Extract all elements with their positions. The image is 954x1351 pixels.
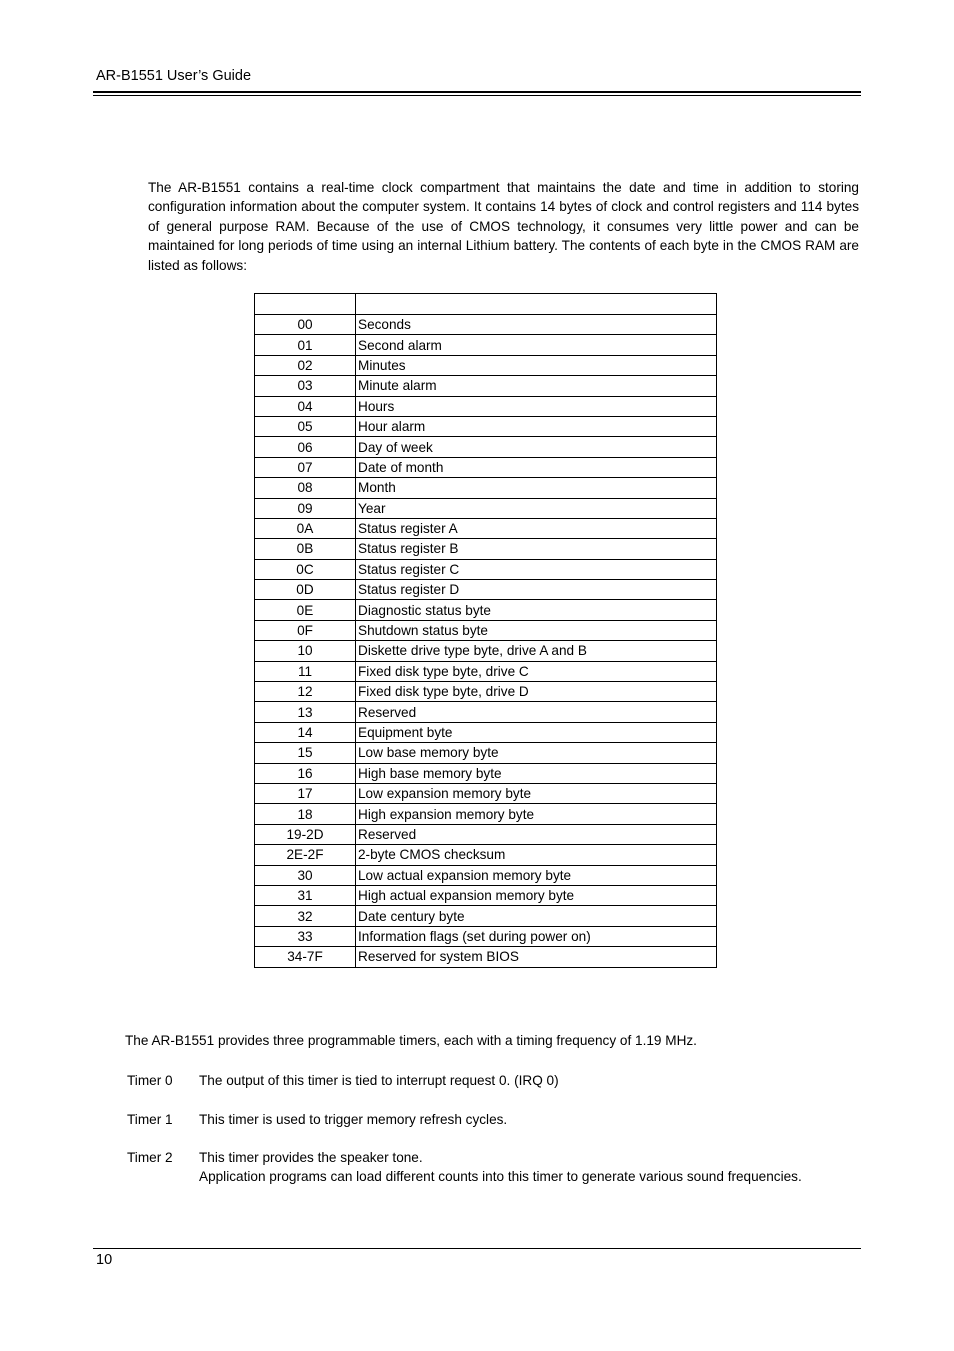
cell-address: 12 [255, 682, 356, 702]
cell-description: Hour alarm [356, 416, 717, 436]
cell-address: 0D [255, 580, 356, 600]
cell-address: 05 [255, 416, 356, 436]
timer-description-line: The output of this timer is tied to interrupt request 0. (IRQ 0) [199, 1073, 559, 1088]
table-row [255, 906, 717, 926]
header-rule [93, 91, 861, 93]
table-row [255, 641, 717, 661]
cell-description: Year [356, 498, 717, 518]
cell-address: 16 [255, 763, 356, 783]
cell-address: 17 [255, 783, 356, 803]
cell-description: Fixed disk type byte, drive D [356, 682, 717, 702]
cell-address: 09 [255, 498, 356, 518]
cell-description: High expansion memory byte [356, 804, 717, 824]
cell-description: Second alarm [356, 335, 717, 355]
cell-description: Low base memory byte [356, 743, 717, 763]
cell-address: 18 [255, 804, 356, 824]
cell-description: Status register B [356, 539, 717, 559]
table-row [255, 885, 717, 905]
page-header-title: AR-B1551 User’s Guide [96, 68, 252, 84]
table-row [255, 478, 717, 498]
intro-paragraph: The AR-B1551 contains a real-time clock compartment that maintains the date and time in addition to storing configuration information about the computer system. It contains 14 bytes of clock and control registers and 114 bytes of general purpose RAM. Because of the use of CMOS technology, it consumes very little power and can be maintained for long periods of time using an internal Lithium battery. The contents of each byte in the CMOS RAM are listed as follows: [148, 180, 859, 273]
table-row [255, 783, 717, 803]
cell-address: 34-7F [255, 947, 356, 967]
cell-description: Equipment byte [356, 722, 717, 742]
table-row [255, 580, 717, 600]
table-row [255, 620, 717, 640]
header-cell-description [356, 294, 717, 315]
cell-address: 07 [255, 457, 356, 477]
cell-address: 2E-2F [255, 845, 356, 865]
cell-description: Low expansion memory byte [356, 783, 717, 803]
table-row [255, 396, 717, 416]
cell-description: Shutdown status byte [356, 620, 717, 640]
cell-description: Month [356, 478, 717, 498]
table-header-row [255, 294, 717, 315]
table-row [255, 559, 717, 579]
table-row [255, 518, 717, 538]
cell-description: Reserved [356, 824, 717, 844]
table-row [255, 539, 717, 559]
cell-address: 10 [255, 641, 356, 661]
cell-address: 0F [255, 620, 356, 640]
timer-description-line: Application programs can load different counts into this timer to generate various sound frequencies. [199, 1169, 802, 1185]
table-row [255, 682, 717, 702]
timer-description-line: This timer is used to trigger memory refresh cycles. [199, 1112, 508, 1127]
table-row [255, 743, 717, 763]
cell-description: Diskette drive type byte, drive A and B [356, 641, 717, 661]
cell-description: Hours [356, 396, 717, 416]
table-row [255, 824, 717, 844]
cell-address: 15 [255, 743, 356, 763]
page-number: 10 [96, 1252, 113, 1268]
cell-address: 0E [255, 600, 356, 620]
header-rule-thin [93, 95, 861, 96]
cell-address: 08 [255, 478, 356, 498]
header-cell-address [255, 294, 356, 315]
table-row [255, 763, 717, 783]
cell-address: 03 [255, 376, 356, 396]
cell-description: Day of week [356, 437, 717, 457]
timer-name: Timer 1 [127, 1112, 173, 1127]
cell-description: Information flags (set during power on) [356, 926, 717, 946]
table-row [255, 457, 717, 477]
footer-rule [93, 1248, 861, 1249]
timer-name: Timer 0 [127, 1073, 173, 1088]
cell-address: 13 [255, 702, 356, 722]
cell-description: Reserved for system BIOS [356, 947, 717, 967]
table-row [255, 600, 717, 620]
cell-address: 30 [255, 865, 356, 885]
cell-address: 02 [255, 355, 356, 375]
cell-description: Status register C [356, 559, 717, 579]
cell-address: 19-2D [255, 824, 356, 844]
cmos-ram-table [254, 293, 717, 968]
table-row [255, 355, 717, 375]
table-row [255, 416, 717, 436]
cell-address: 00 [255, 315, 356, 335]
table-row [255, 376, 717, 396]
cell-address: 01 [255, 335, 356, 355]
table-row [255, 926, 717, 946]
table-row [255, 498, 717, 518]
cell-description: Status register D [356, 580, 717, 600]
table-row [255, 702, 717, 722]
cell-address: 14 [255, 722, 356, 742]
table-row [255, 437, 717, 457]
cell-address: 11 [255, 661, 356, 681]
cell-description: High base memory byte [356, 763, 717, 783]
cell-description: Minute alarm [356, 376, 717, 396]
cell-description: Minutes [356, 355, 717, 375]
cell-address: 31 [255, 885, 356, 905]
table-row [255, 335, 717, 355]
cell-description: Status register A [356, 518, 717, 538]
cell-description: Seconds [356, 315, 717, 335]
cell-description: Diagnostic status byte [356, 600, 717, 620]
cell-description: Fixed disk type byte, drive C [356, 661, 717, 681]
cell-address: 32 [255, 906, 356, 926]
table-row [255, 661, 717, 681]
cell-address: 0B [255, 539, 356, 559]
cell-address: 0A [255, 518, 356, 538]
cell-description: High actual expansion memory byte [356, 885, 717, 905]
cell-description: Low actual expansion memory byte [356, 865, 717, 885]
cell-description: Reserved [356, 702, 717, 722]
cell-description: 2-byte CMOS checksum [356, 845, 717, 865]
table-row [255, 947, 717, 967]
table-row [255, 845, 717, 865]
timer-description [199, 1148, 899, 1187]
table-row [255, 315, 717, 335]
cell-address: 0C [255, 559, 356, 579]
timer-description [199, 1110, 899, 1129]
timer-description [199, 1071, 899, 1090]
timer-description-line: This timer provides the speaker tone. [199, 1150, 423, 1165]
cell-address: 06 [255, 437, 356, 457]
timers-intro: The AR-B1551 provides three programmable timers, each with a timing frequency of 1.19 MHz. [125, 1033, 697, 1048]
timer-name: Timer 2 [127, 1150, 173, 1165]
table-row [255, 804, 717, 824]
table-row [255, 722, 717, 742]
table-row [255, 865, 717, 885]
cell-description: Date of month [356, 457, 717, 477]
cell-address: 04 [255, 396, 356, 416]
cell-description: Date century byte [356, 906, 717, 926]
cell-address: 33 [255, 926, 356, 946]
